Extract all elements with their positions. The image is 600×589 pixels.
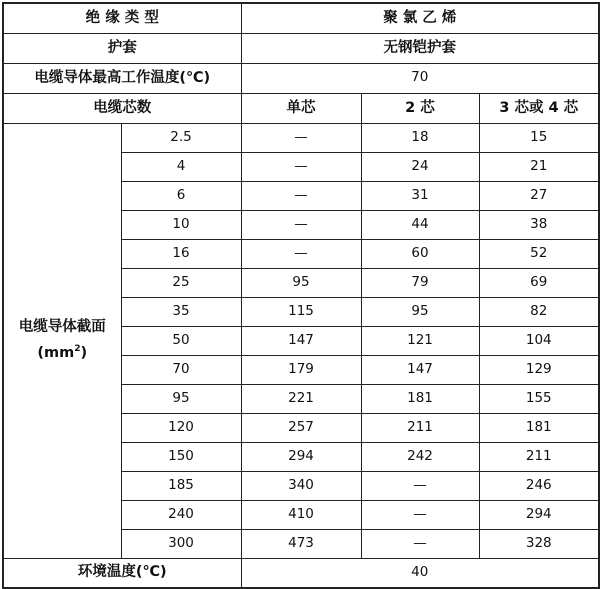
section-size: 95 [121,384,241,413]
ampacity-two: 24 [361,152,479,181]
core-single-header: 单芯 [241,93,361,123]
ampacity-two: 44 [361,210,479,239]
ampacity-two: 121 [361,326,479,355]
ampacity-three-four: 21 [479,152,599,181]
ampacity-two: — [361,500,479,529]
max-temp-value: 70 [241,63,599,93]
ambient-temp-value: 40 [241,558,599,588]
ampacity-two: 147 [361,355,479,384]
section-size: 16 [121,239,241,268]
section-size: 150 [121,442,241,471]
core-count-row [3,93,599,123]
sheath-row [3,33,599,63]
ampacity-single: 147 [241,326,361,355]
ampacity-single: 179 [241,355,361,384]
max-temp-label: 电缆导体最高工作温度(℃) [3,63,241,93]
ampacity-three-four: 211 [479,442,599,471]
ampacity-three-four: 15 [479,123,599,152]
ampacity-single: 410 [241,500,361,529]
ampacity-single: 473 [241,529,361,558]
insulation-type-value: 聚 氯 乙 烯 [241,3,599,33]
core-two-header: 2 芯 [361,93,479,123]
ampacity-two: — [361,529,479,558]
ampacity-two: 242 [361,442,479,471]
ampacity-three-four: 27 [479,181,599,210]
core-count-label: 电缆芯数 [3,93,241,123]
ampacity-two: 31 [361,181,479,210]
section-size: 25 [121,268,241,297]
section-size: 10 [121,210,241,239]
ampacity-single: 294 [241,442,361,471]
ampacity-single: — [241,239,361,268]
cable-ampacity-table [2,2,600,589]
ampacity-two: 181 [361,384,479,413]
section-size: 300 [121,529,241,558]
section-size: 240 [121,500,241,529]
max-temp-row [3,63,599,93]
ampacity-single: — [241,152,361,181]
ampacity-three-four: 69 [479,268,599,297]
core-three-four-header: 3 芯或 4 芯 [479,93,599,123]
ampacity-two: — [361,471,479,500]
ampacity-three-four: 294 [479,500,599,529]
ampacity-three-four: 129 [479,355,599,384]
section-size: 4 [121,152,241,181]
section-size: 50 [121,326,241,355]
table-body [3,3,599,588]
section-size: 6 [121,181,241,210]
ampacity-three-four: 104 [479,326,599,355]
ampacity-two: 211 [361,413,479,442]
ambient-temp-label: 环境温度(℃) [3,558,241,588]
ampacity-three-four: 328 [479,529,599,558]
ampacity-single: — [241,123,361,152]
ampacity-three-four: 155 [479,384,599,413]
insulation-type-label: 绝 缘 类 型 [3,3,241,33]
ampacity-three-four: 38 [479,210,599,239]
ampacity-single: — [241,210,361,239]
ampacity-two: 60 [361,239,479,268]
sheath-label: 护套 [3,33,241,63]
section-unit: $(mm^2)$ [37,344,88,361]
section-size: 70 [121,355,241,384]
insulation-row [3,3,599,33]
section-size: 35 [121,297,241,326]
ampacity-two: 95 [361,297,479,326]
ampacity-two: 18 [361,123,479,152]
section-label-cell [3,123,121,558]
ampacity-three-four: 82 [479,297,599,326]
ampacity-two: 79 [361,268,479,297]
ampacity-single: 257 [241,413,361,442]
ampacity-three-four: 181 [479,413,599,442]
section-size: 2.5 [121,123,241,152]
table-row [3,123,599,152]
ampacity-single: 221 [241,384,361,413]
ampacity-single: — [241,181,361,210]
ampacity-three-four: 52 [479,239,599,268]
ampacity-single: 340 [241,471,361,500]
section-size: 185 [121,471,241,500]
ambient-temp-row [3,558,599,588]
section-size: 120 [121,413,241,442]
section-label: 电缆导体截面 [18,319,106,336]
ampacity-three-four: 246 [479,471,599,500]
sheath-value: 无钢铠护套 [241,33,599,63]
ampacity-single: 115 [241,297,361,326]
ampacity-single: 95 [241,268,361,297]
